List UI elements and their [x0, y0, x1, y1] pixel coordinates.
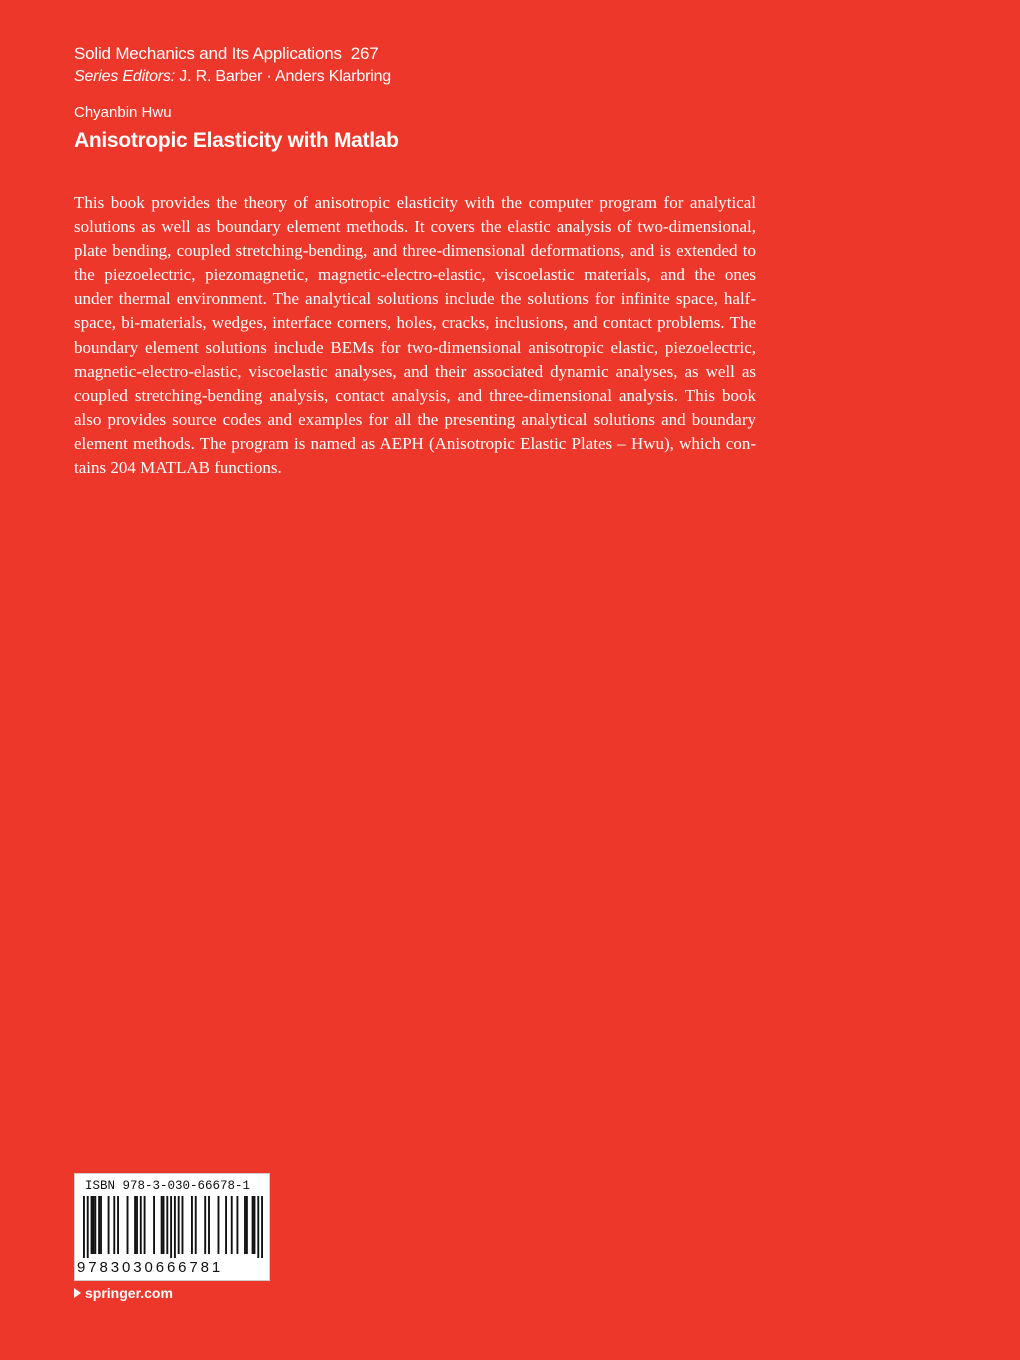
publisher-link[interactable]	[74, 1284, 173, 1302]
barcode-bar	[163, 1196, 165, 1254]
book-title: Anisotropic Elasticity with Matlab	[74, 129, 399, 152]
barcode-bar	[161, 1196, 163, 1254]
series-title: Solid Mechanics and Its Applications	[74, 44, 342, 63]
triangle-right-icon	[74, 1288, 81, 1298]
book-description: This book provides the theory of anisotropic elasticity with the computer program for analytical solutions as well as boundary element methods. It covers the elastic analysis of two-dimensional, plate bending, coupled stretching-bending, and three-dimensional deformations, and is extended to the piezoelectric, piezomagnetic, magnetic-electro-elastic, viscoelastic materials, and the ones under thermal environment. The analytical solutions include the solutions for infinite space, half-space, bi-materials, wedges, interface corners, holes, cracks, inclusions, and contact problems. The boundary element solutions include BEMs for two-dimensional anisotropic elastic, piezoelectric, magnetic-electro-elastic, viscoelastic analyses, and their associated dynamic analyses, as well as coupled stretching-bending analysis, contact analysis, and three-dimensional analysis. This book also provides source codes and examples for all the presenting analytical solutions and boundary element methods. The program is named as AEPH (Anisotropic Elastic Plates – Hwu), which contains 204 MATLAB functions.	[74, 193, 756, 478]
barcode-bar	[153, 1196, 155, 1254]
barcode-bar	[254, 1196, 256, 1254]
barcode-bar	[98, 1196, 100, 1254]
series-number: 267	[350, 44, 379, 63]
barcode-bar	[236, 1196, 238, 1254]
barcode-bar	[136, 1196, 138, 1254]
barcode-bar	[144, 1196, 146, 1254]
barcode-bar	[252, 1196, 254, 1254]
barcode-bar	[218, 1196, 220, 1254]
barcode-bars	[83, 1196, 263, 1258]
barcode-bar	[140, 1196, 142, 1254]
barcode-bar	[100, 1196, 102, 1254]
barcode-bar	[94, 1196, 96, 1254]
barcode-bar	[166, 1196, 168, 1254]
barcode-bar	[91, 1196, 93, 1254]
ean-digits: 9783030666781	[77, 1259, 224, 1276]
barcode-bar	[257, 1196, 259, 1258]
barcode-bar	[231, 1196, 233, 1254]
barcode-bar	[174, 1196, 176, 1258]
isbn-label: ISBN 978-3-030-66678-1	[85, 1179, 251, 1193]
barcode-bar	[117, 1196, 119, 1254]
series-editors-line	[74, 66, 391, 88]
barcode-bar	[134, 1196, 136, 1254]
barcode-bar	[83, 1196, 85, 1258]
barcode-bar	[108, 1196, 110, 1254]
barcode-bar	[182, 1196, 184, 1254]
barcode-bar	[127, 1196, 129, 1254]
barcode-bar	[244, 1196, 246, 1254]
barcode-box	[74, 1173, 270, 1281]
series-editors-label: Series Editors:	[74, 68, 176, 85]
publisher-link-text[interactable]: springer.com	[85, 1285, 173, 1301]
barcode-bar	[191, 1196, 193, 1254]
barcode-bar	[178, 1196, 180, 1254]
barcode-bar	[246, 1196, 248, 1254]
barcode-bar	[225, 1196, 227, 1254]
series-editors-names: J. R. Barber · Anders Klarbring	[179, 68, 391, 85]
barcode-bar	[170, 1196, 172, 1258]
barcode-bar	[261, 1196, 263, 1258]
barcode-bar	[195, 1196, 197, 1254]
barcode-bar	[87, 1196, 89, 1258]
series-line	[74, 43, 379, 65]
barcode-bar	[113, 1196, 115, 1254]
barcode-bar	[204, 1196, 206, 1254]
barcode-bar	[208, 1196, 210, 1254]
author-name: Chyanbin Hwu	[74, 104, 172, 121]
barcode-bar	[92, 1196, 94, 1254]
